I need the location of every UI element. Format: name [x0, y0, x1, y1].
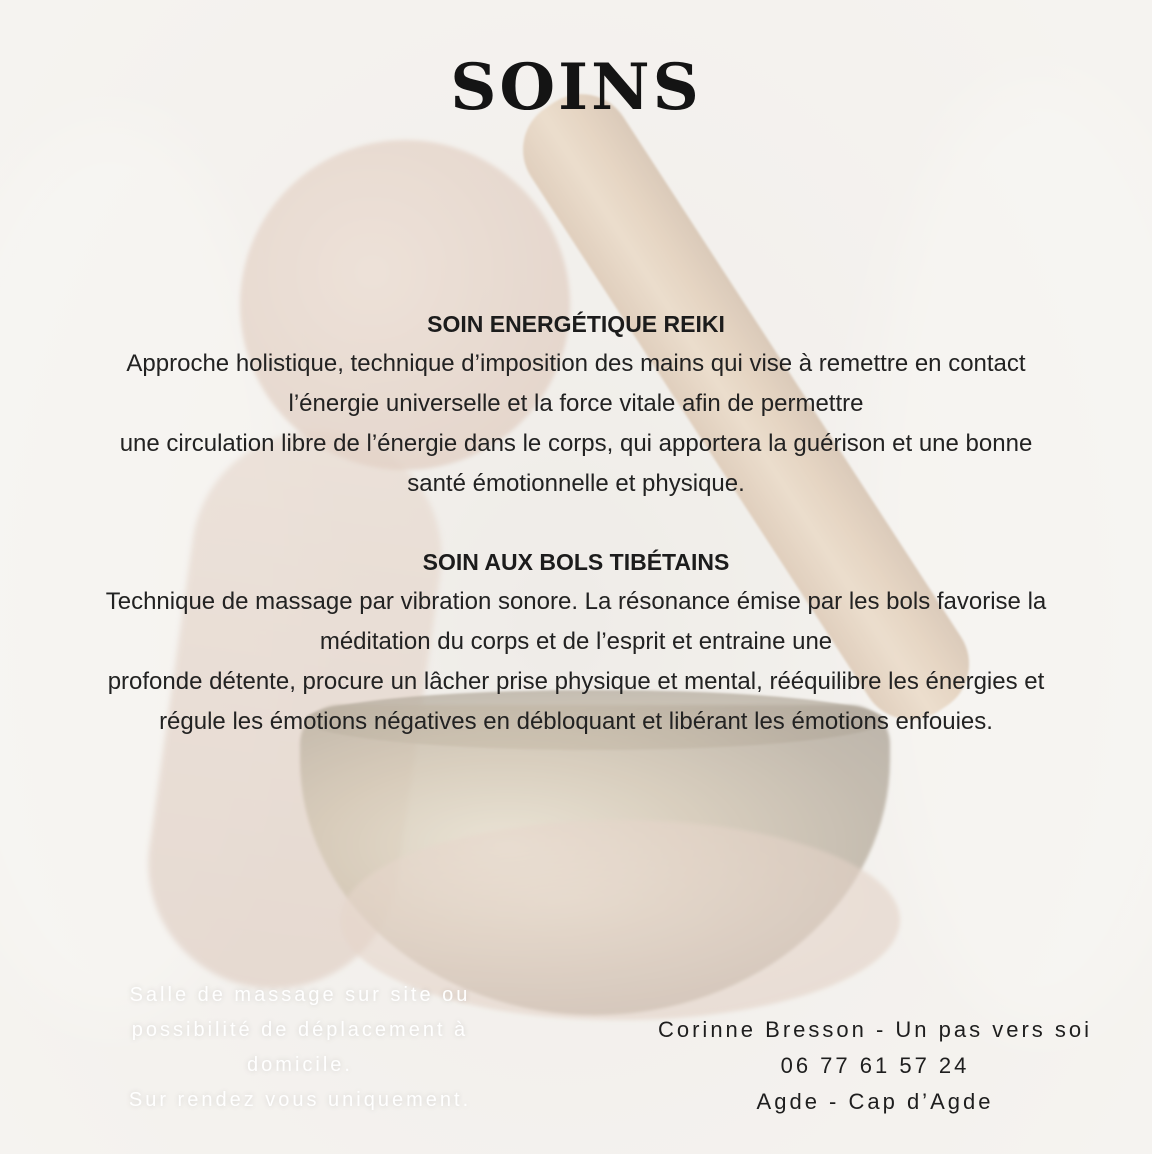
footer-left-line: possibilité de déplacement à	[131, 1019, 469, 1041]
section-text-line: Technique de massage par vibration sonore. La résonance émise par les bols favorise la	[105, 588, 1047, 615]
section-text-line: régule les émotions négatives en débloquant et libérant les émotions enfouies.	[159, 708, 993, 735]
section-text-line: méditation du corps et de l’esprit et entraine une	[319, 628, 833, 655]
section-text-line: santé émotionnelle et physique.	[407, 470, 745, 497]
section-text-line: profonde détente, procure un lâcher prise physique et mental, rééquilibre les énergies et	[107, 668, 1045, 695]
section-reiki	[20, 310, 1132, 504]
footer-left-line: domicile.	[247, 1054, 353, 1076]
contact-location: Agde - Cap d’Agde	[756, 1089, 994, 1114]
section-heading: SOIN ENERGÉTIQUE REIKI	[427, 311, 725, 337]
section-text-line: Approche holistique, technique d’imposition des mains qui vise à remettre en contact	[126, 350, 1026, 377]
section-text-line: une circulation libre de l’énergie dans le corps, qui apportera la guérison et une bonne	[119, 430, 1033, 457]
footer-location-info	[70, 978, 530, 1118]
section-text-line: l’énergie universelle et la force vitale afin de permettre	[288, 390, 864, 417]
footer-contact-info	[620, 1012, 1130, 1120]
section-heading: SOIN AUX BOLS TIBÉTAINS	[422, 549, 730, 575]
footer-left-line: Salle de massage sur site ou	[129, 984, 471, 1006]
page-title: SOINS	[450, 50, 702, 125]
contact-phone: 06 77 61 57 24	[780, 1053, 970, 1078]
footer-left-line: Sur rendez vous uniquement.	[128, 1089, 472, 1111]
section-bols-tibetains	[20, 548, 1132, 742]
contact-name: Corinne Bresson - Un pas vers soi	[657, 1017, 1093, 1042]
